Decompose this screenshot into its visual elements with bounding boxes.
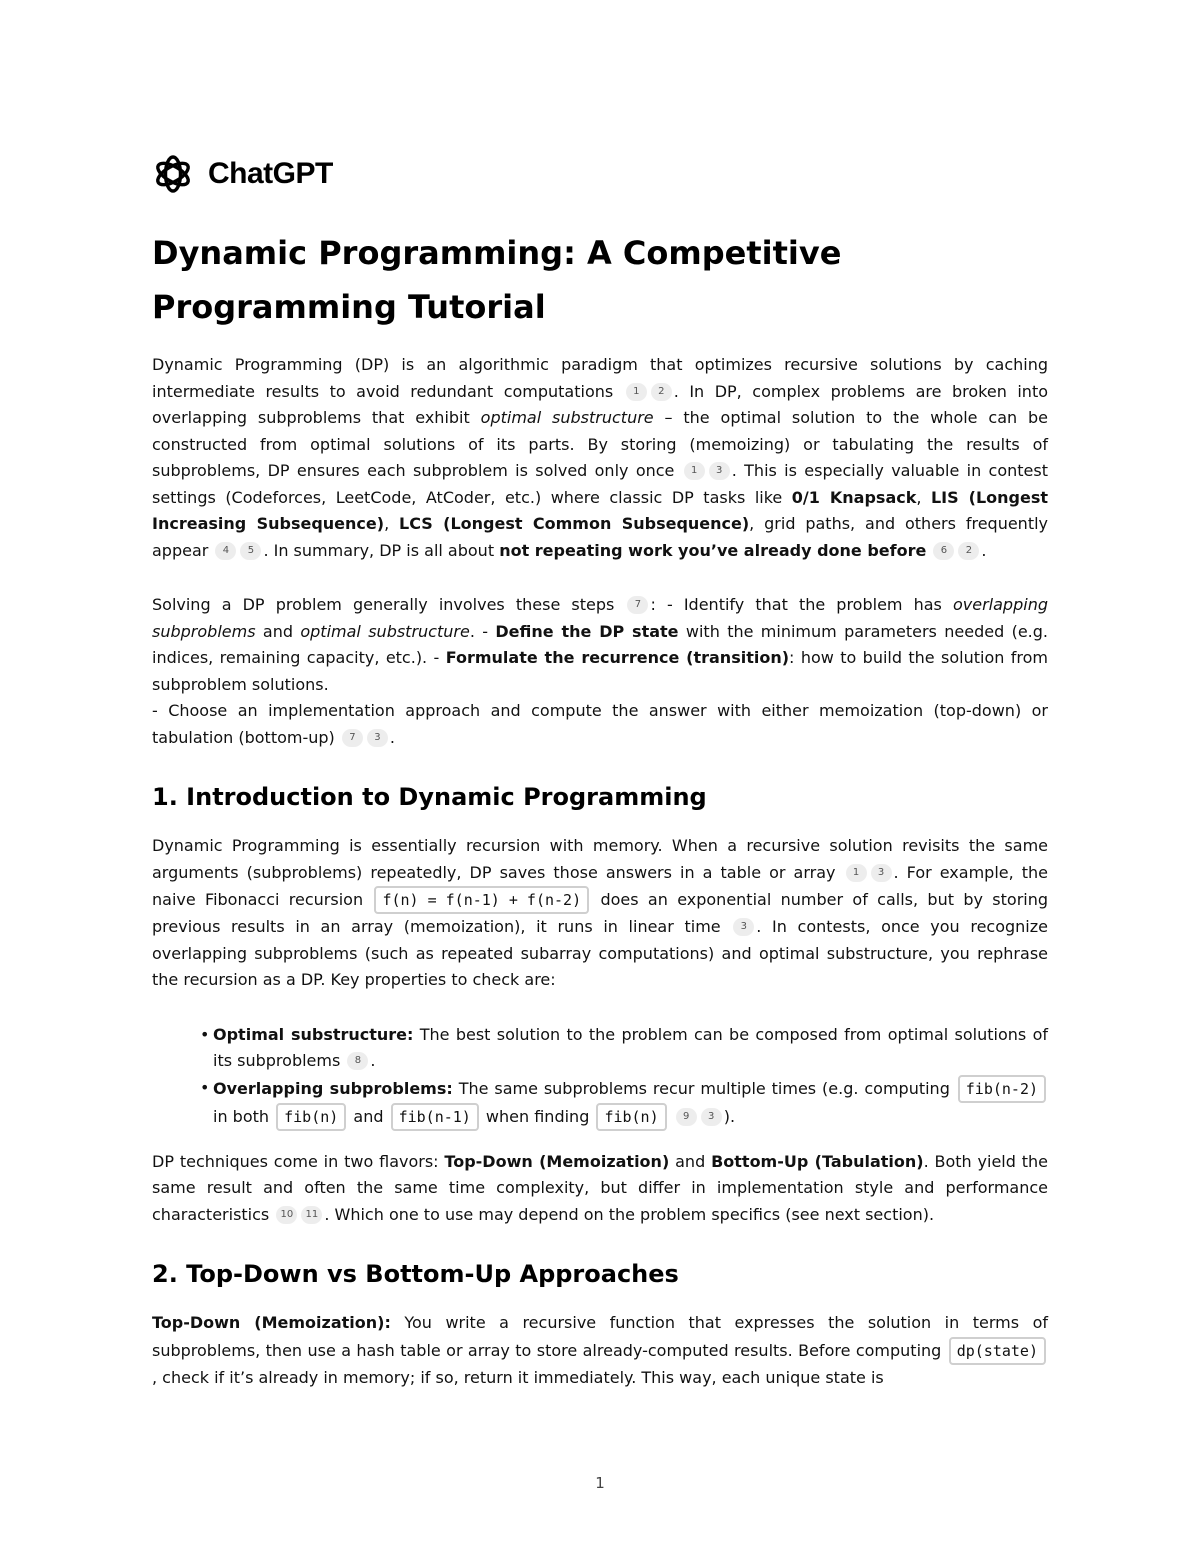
citation-badge[interactable]: 3 [733,918,754,936]
page-content [152,150,1048,1419]
citation-badge[interactable]: 5 [240,542,261,560]
citation-badge[interactable]: 2 [958,542,979,560]
list-item: • Optimal substructure: The best solution to the problem can be composed from optimal solutions of its subproblems 8 . [152,1022,1048,1075]
citation-badge[interactable]: 3 [367,729,388,747]
page-number: 1 [595,1474,605,1492]
inline-code: fib(n-1) [391,1103,479,1131]
citation-badge[interactable]: 4 [215,542,236,560]
steps-paragraph: Solving a DP problem generally involves these steps 7 : - Identify that the problem has overlapping subproblems and optimal substructure. - Define the DP state with the minimum parameters needed (e.g. indices, remaining capacity, etc.). - Formulate the recurrence (transition): how to build the solution from subproblem solutions. [152,595,1049,694]
inline-code: fib(n-2) [958,1075,1046,1103]
introduction-paragraph: Dynamic Programming is essentially recursion with memory. When a recursive solution revisits the same arguments (subproblems) repeatedly, DP saves those answers in a table or array 1 3 . For example, the naive Fibonacci recursion f(n) = f(n-1) + f(n-2) does an exponential number of calls, but by storing previous results in an array (memoization), it runs in linear time 3 . In contests, once you recognize overlapping subproblems (such as repeated subarray computations) and optimal substructure, you rephrase the recursion as a DP. Key properties to check are: [152,836,1049,989]
brand-name: ChatGPT [208,157,333,190]
citation-badge[interactable]: 3 [701,1108,722,1126]
citation-badge[interactable]: 2 [651,383,672,401]
citation-badge[interactable]: 9 [676,1108,697,1126]
citation-badge[interactable]: 1 [626,383,647,401]
list-item: • Overlapping subproblems: The same subproblems recur multiple times (e.g. computing fib(n-2) in both fib(n) and fib(n-1) when finding fib(n) 9 3 ). [152,1075,1048,1131]
citation-badge[interactable]: 3 [709,462,730,480]
brand-header [152,150,1048,198]
citation-badge[interactable]: 1 [684,462,705,480]
citation-badge[interactable]: 1 [846,864,867,882]
citation-badge[interactable]: 3 [871,864,892,882]
top-down-paragraph: Top-Down (Memoization): You write a recursive function that expresses the solution in terms of subproblems, then use a hash table or array to store already-computed results. Before computing dp(state), check if it’s already in memory; if so, return it immediately. This way, each unique state is [152,1313,1048,1387]
section-heading-introduction: 1. Introduction to Dynamic Programming [152,783,707,811]
citation-badge[interactable]: 10 [276,1206,297,1224]
inline-code: dp(state) [949,1337,1046,1365]
intro-paragraph: Dynamic Programming (DP) is an algorithmic paradigm that optimizes recursive solutions by caching intermediate results to avoid redundant computations 1 2 . In DP, complex problems are broken into overlapping subproblems that exhibit optimal substructure – the optimal solution to the whole can be constructed from optimal solutions of its parts. By storing (memoizing) or tabulating the results of subproblems, DP ensures each subproblem is solved only once 1 3 . This is especially valuable in contest settings (Codeforces, LeetCode, AtCoder, etc.) where classic DP tasks like 0/1 Knapsack, LIS (Longest Increasing Subsequence), LCS (Longest Common Subsequence), grid paths, and others frequently appear 4 5 . In summary, DP is all about not repeating work you’ve already done before 6 2 . [152,355,1049,560]
citation-badge[interactable]: 7 [627,596,648,614]
citation-badge[interactable]: 7 [342,729,363,747]
citation-badge[interactable]: 6 [933,542,954,560]
section-heading-approaches: 2. Top-Down vs Bottom-Up Approaches [152,1260,679,1288]
bullet-marker: • [200,1024,210,1044]
bullet-marker: • [200,1077,210,1097]
citation-badge[interactable]: 8 [347,1052,368,1070]
inline-code: fib(n) [596,1103,666,1131]
flavors-paragraph: DP techniques come in two flavors: Top-Down (Memoization) and Bottom-Up (Tabulation). Both yield the same result and often the same time complexity, but differ in implementation style and performance characteristics 10 11 . Which one to use may depend on the problem specifics (see next section). [152,1151,1049,1224]
openai-logo-icon [152,153,194,195]
citation-badge[interactable]: 11 [301,1206,322,1224]
inline-code: fib(n) [276,1103,346,1131]
steps-paragraph-continued: - Choose an implementation approach and compute the answer with either memoization (top-down) or tabulation (bottom-up) 7 3 . [152,701,1048,747]
key-properties-list [152,1022,1048,1131]
inline-code: f(n) = f(n-1) + f(n-2) [374,886,589,914]
page-title: Dynamic Programming: A Competitive Programming Tutorial [152,234,842,326]
